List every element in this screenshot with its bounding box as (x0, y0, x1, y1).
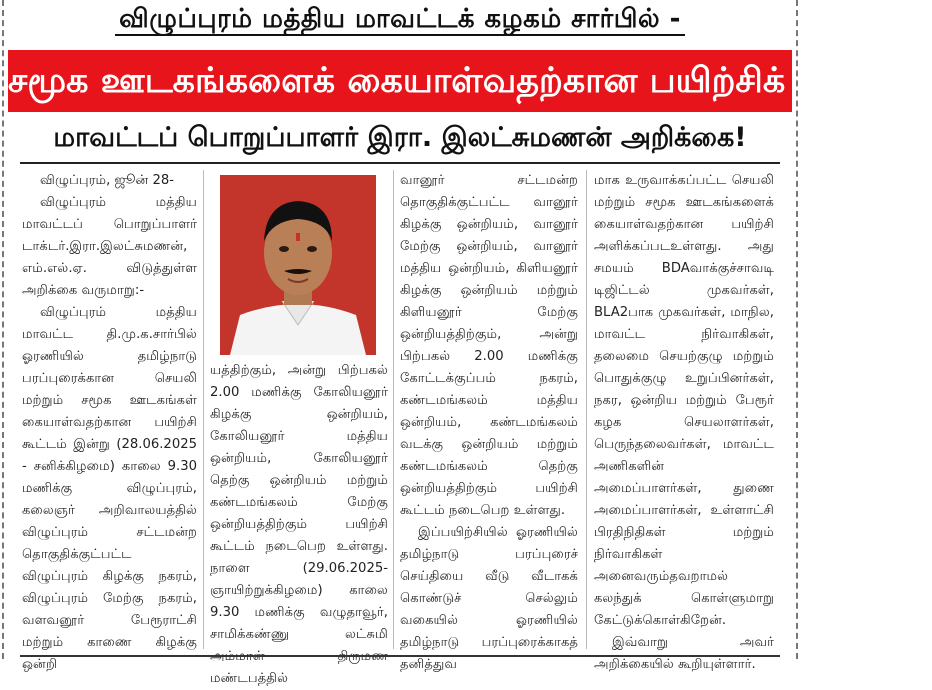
paragraph: இவ்வாறு அவர் அறிக்கையில் கூறியுள்ளார். (594, 635, 774, 672)
headline: சமூக ஊடகங்களைக் கையாள்வதற்கான பயிற்சிக் கூட்டம்! (8, 50, 792, 112)
column-divider (393, 170, 394, 649)
article-column-3 (400, 170, 578, 672)
paragraph: விழுப்புரம் மத்திய மாவட்டப் பொறுப்பாளர் டாக்டர்.இரா.இலட்சுமணன், எம்.எல்.ஏ. விடுத்துள்ள அறிக்கை வருமாறு:- (22, 195, 197, 298)
paragraph: யத்திற்கும், அன்று பிற்பகல் 2.00 மணிக்கு கோலியனூர் கிழக்கு ஒன்றியம், கோலியனூர் மத்திய ஒன்றியம், கோலியனூர் தெற்கு ஒன்றியம் மற்றும் கண்டமங்கலம் மேற்கு ஒன்றியத்திற்கும் பயிற்சி கூட்டம் நடைபெற உள்ளது. நாளை (29.06.2025-ஞாயிற்றுக்கிழமை) காலை 9.30 மணிக்கு வழுதாவூர், சாமிக்கண்ணு லட்சுமி அம்மாள் திருமண மண்டபத்தில் (210, 363, 388, 686)
paragraph: இப்பயிற்சியில் ஓரணியில் தமிழ்நாடு பரப்புரைச் செய்தியை வீடு வீடாகக் கொண்டுச் செல்லும் வகையில் ஓரணியில் தமிழ்நாடு பரப்புரைக்காகத் தனித்துவ (400, 525, 578, 672)
kicker (0, 4, 800, 37)
article-column-1 (22, 170, 197, 672)
header-rule (20, 162, 780, 164)
article-column-4 (594, 170, 774, 672)
subhead: மாவட்டப் பொறுப்பாளர் இரா. இலட்சுமணன் அறிக்கை! (53, 122, 747, 153)
column-divider (586, 170, 587, 649)
page-bottom-rule (20, 655, 780, 657)
paragraph: விழுப்புரம், ஜூன் 28- (40, 173, 175, 188)
paragraph: மாக உருவாக்கப்பட்ட செயலி மற்றும் சமூக ஊடகங்களைக் கையாள்வதற்கான பயிற்சி அளிக்கப்படஉள்ளது. அது சமயம் BDAவாக்குச்சாவடி டிஜிட்டல் முகவர்கள், BLA2பாக முகவர்கள், மாநில, மாவட்ட நிர்வாகிகள், தலைமை செயற்குழு மற்றும் பொதுக்குழு உறுப்பினர்கள், நகர, ஒன்றிய மற்றும் பேரூர் கழக செயலாளர்கள், பெருந்தலைவர்கள், மாவட்ட அணிகளின் அமைப்பாளர்கள், துணை அமைப்பாளர்கள், உள்ளாட்சி பிரதிநிதிகள் மற்றும் நிர்வாகிகள் அனைவரும்தவறாமல் கலந்துக் கொள்ளுமாறு கேட்டுக்கொள்கிறேன். (594, 173, 774, 628)
portrait-photo (220, 175, 376, 355)
paragraph: விழுப்புரம் மத்திய மாவட்ட தி.மு.க.சார்பில் ஓரணியில் தமிழ்நாடு பரப்புரைக்கான செயலி மற்றும் சமூக ஊடகங்கள் கையாள்வதற்கான பயிற்சி கூட்டம் இன்று (28.06.2025 - சனிக்கிழமை) காலை 9.30 மணிக்கு விழுப்புரம், கலைஞர் அறிவாலயத்தில் விழுப்புரம் சட்டமன்ற தொகுதிக்குட்பட்ட விழுப்புரம் கிழக்கு நகரம், விழுப்புரம் மேற்கு நகரம், வளவனூர் பேரூராட்சி மற்றும் காணை கிழக்கு ஒன்றி (22, 305, 197, 672)
column-divider (203, 170, 204, 649)
paragraph: வானூர் சட்டமன்ற தொகுதிக்குட்பட்ட வானூர் கிழக்கு ஒன்றியம், வானூர் மேற்கு ஒன்றியம், வானூர் மத்திய ஒன்றியம், கிளியனூர் கிழக்கு ஒன்றியம் மற்றும் கிளியனூர் மேற்கு ஒன்றியத்திற்கும், அன்று பிற்பகல் 2.00 மணிக்கு கோட்டக்குப்பம் நகரம், கண்டமங்கலம் மத்திய ஒன்றியம், கண்டமங்கலம் வடக்கு ஒன்றியம் மற்றும் கண்டமங்கலம் தெற்கு ஒன்றியத்திற்கும் பயிற்சி கூட்டம் நடைபெற உள்ளது. (400, 173, 578, 518)
page-border-left (2, 0, 4, 659)
portrait-icon (220, 175, 376, 355)
kicker-text: விழுப்புரம் மத்திய மாவட்டக் கழகம் சார்பில் - (115, 4, 685, 36)
article-column-2 (210, 360, 388, 686)
